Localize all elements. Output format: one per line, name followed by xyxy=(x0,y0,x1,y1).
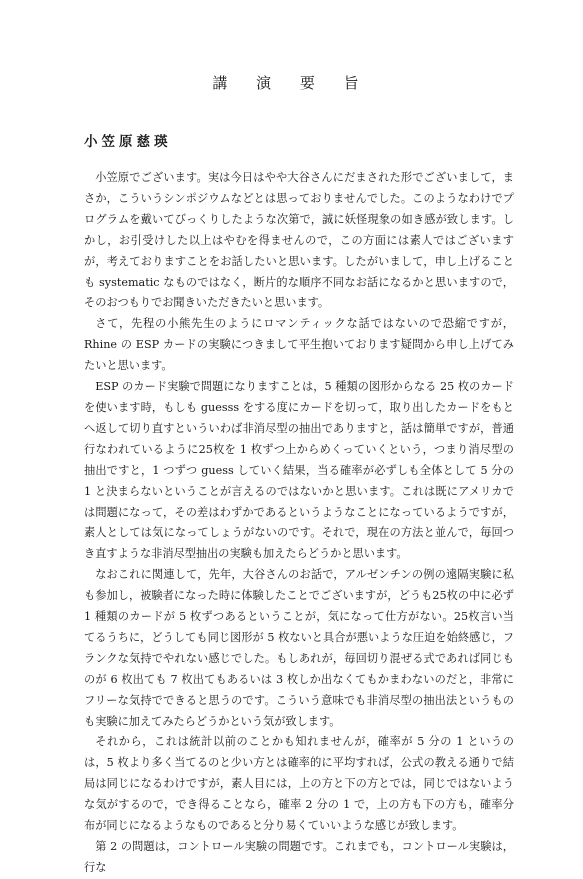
paragraph: ESP のカード実験で問題になりますことは，5 種類の図形からなる 25 枚のカードを使います時，もしも guesss をする度にカードを切って，取り出したカードをもとへ返して切り直すといういわば非消尽型の抽出でありますと，話は簡単ですが，普通行なわれているように25枚を 1 枚ずつ上からめくっていくという，つまり消尽型の抽出ですと，1 つずつ guess していく結果，当る確率が必ずしも全体として 5 分の 1 と決まらないということが言えるのではないかと思います。これは既にアメリカでは問題になって，その差はわずかであるというようなことになっているようですが，素人としては気になってしょうがないのです。それで，現在の方法と並んで，毎回つき直すような非消尽型抽出の実験も加えたらどうかと思います。 xyxy=(84,380,514,561)
paragraph: 小笠原でございます。実は今日はやや大谷さんにだまされた形でございまして，まさか，こういうシンポジウムなどとは思っておりませんでした。このようなわけでプログラムを戴いてびっくりしたような次第で，誠に妖怪現象の如き感が致します。しかし，お引受けした以上はやむを得ませんので，この方面には素人ではございますが，考えておりますことをお話したいと思います。したがいまして，申し上げることも systematic なものではなく，断片的な順序不同なお話になるかと思いますので，そのおつもりでお聞きいただきたいと思います。 xyxy=(84,171,514,310)
author-name: 小笠原慈瑛 xyxy=(84,134,172,150)
paragraph: なおこれに関連して，先年，大谷さんのお話で，アルゼンチンの例の遠隔実験に私も参加し，被験者になった時に体験したことでございますが，どうも25枚の中に必ず 1 種類のカードが 5 枚ずつあるということが，気になって仕方がない。25枚言い当てるうちに，どうしても同じ図形が 5 枚ないと具合が悪いような圧迫を始終感じ，フランクな気持でやれない感じでした。もしあれが，毎回切り混ぜる式であれば同じものが 6 枚出ても 7 枚出てもあるいは 3 枚しか出なくてもかまわないのだと，非常にフリーな気持でできると思うのです。こういう意味でも非消尽型の抽出法というものも実験に加えてみたらどうかという気が致します。 xyxy=(84,568,514,728)
paragraph: 第 2 の問題は，コントロール実験の問題です。これまでも，コントロール実験は，行な xyxy=(84,840,514,874)
page-title: 講 演 要 旨 xyxy=(212,74,371,92)
paragraph: さて，先程の小熊先生のようにロマンティックな話ではないので恐縮ですが，Rhine の ESP カードの実験につきまして平生抱いております疑問から申し上げてみたいと思います。 xyxy=(84,317,514,373)
paragraph: それから，これは統計以前のことかも知れませんが，確率が 5 分の 1 というのは，5 枚より多く当てるのと少い方とは確率的に平均すれば，公式の教える通りで結局は同じになるわけですが，素人目には，上の方と下の方とでは，同じではないような気がするので，でき得ることなら，確率 2 分の 1 で，上の方も下の方も，確率分布が同じになるようなものであると分り易くていいような感じが致します。 xyxy=(84,735,514,833)
body-text xyxy=(84,168,514,879)
